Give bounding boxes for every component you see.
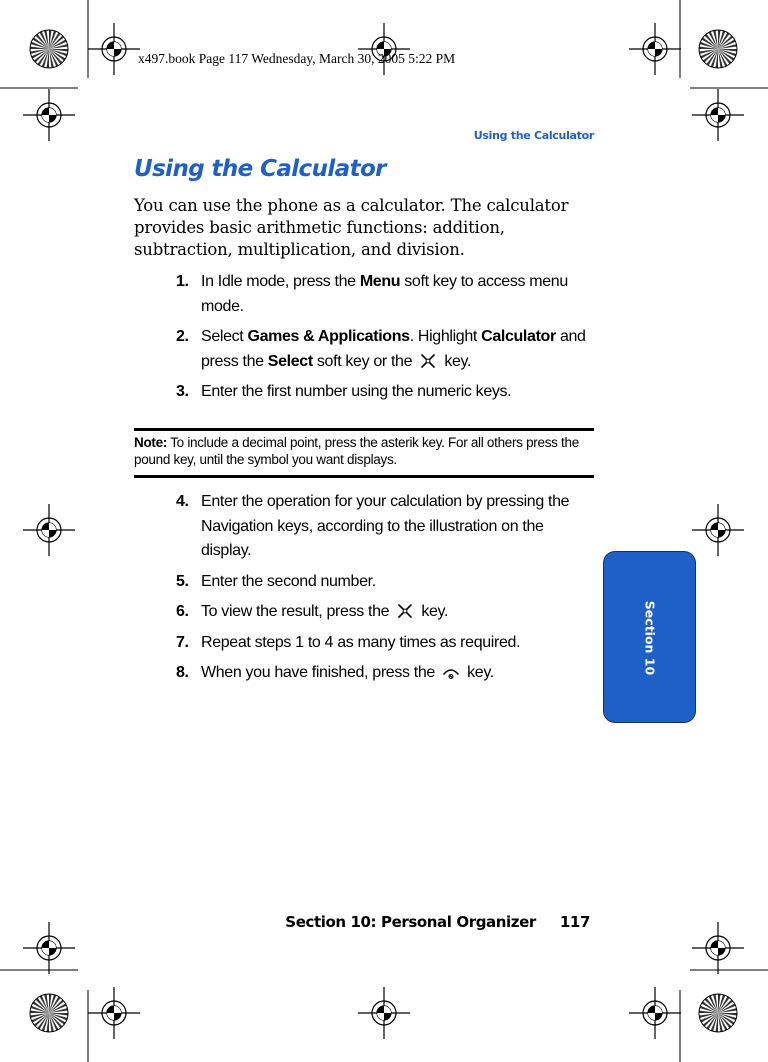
list-item: 1. In Idle mode, press the Menu soft key to access menu mode.: [176, 273, 568, 315]
registration-mark: [23, 504, 75, 556]
list-item: 4. Enter the operation for your calculation by pressing the Navigation keys, according to the illustration on the display.: [176, 493, 570, 559]
steps-list-first: [172, 270, 597, 405]
registration-mark: [23, 89, 75, 141]
starburst-mark: [699, 30, 737, 68]
registration-mark: [88, 987, 140, 1039]
registration-mark: [358, 23, 410, 75]
section-tab-label: Section 10: [642, 600, 658, 676]
intro-paragraph: You can use the phone as a calculator. The calculator provides basic arithmetic functions: addition, subtraction, multiplication, and division.: [134, 196, 569, 259]
registration-mark: [692, 504, 744, 556]
registration-mark: [692, 922, 744, 974]
nav-center-key-icon: [419, 354, 437, 368]
list-item: 7. Repeat steps 1 to 4 as many times as required.: [176, 633, 521, 651]
steps-list-second: [172, 490, 597, 686]
print-info: x497.book Page 117 Wednesday, March 30, 2005 5:22 PM: [138, 51, 456, 66]
registration-mark: [23, 922, 75, 974]
note-box: [134, 428, 594, 478]
starburst-mark: [30, 994, 68, 1032]
registration-mark: [358, 987, 410, 1039]
footer-section-title: Section 10: Personal Organizer: [285, 913, 536, 931]
registration-mark: [88, 23, 140, 75]
page-footer: [285, 913, 590, 931]
section-tab: [603, 551, 696, 723]
registration-mark: [629, 987, 681, 1039]
list-item: 6. To view the result, press the key.: [176, 603, 449, 620]
nav-center-key-icon: [396, 604, 414, 618]
end-call-key-icon: [442, 665, 460, 679]
page-number: 117: [559, 913, 590, 931]
note-text: To include a decimal point, press the asterik key. For all others press the pound key, until the symbol you want displays.: [134, 435, 579, 467]
registration-mark: [692, 89, 744, 141]
list-item: 2. Select Games & Applications. Highlight Calculator and press the Select soft key or the key.: [176, 328, 586, 370]
list-item: 3. Enter the first number using the numeric keys.: [176, 383, 512, 400]
note-label: Note:: [134, 435, 167, 450]
starburst-mark: [699, 994, 737, 1032]
list-item: 8. When you have finished, press the key.: [176, 664, 494, 681]
page-title: Using the Calculator: [134, 156, 386, 182]
running-head: Using the Calculator: [473, 129, 594, 142]
starburst-mark: [30, 30, 68, 68]
list-item: 5. Enter the second number.: [176, 572, 376, 590]
registration-mark: [629, 23, 681, 75]
